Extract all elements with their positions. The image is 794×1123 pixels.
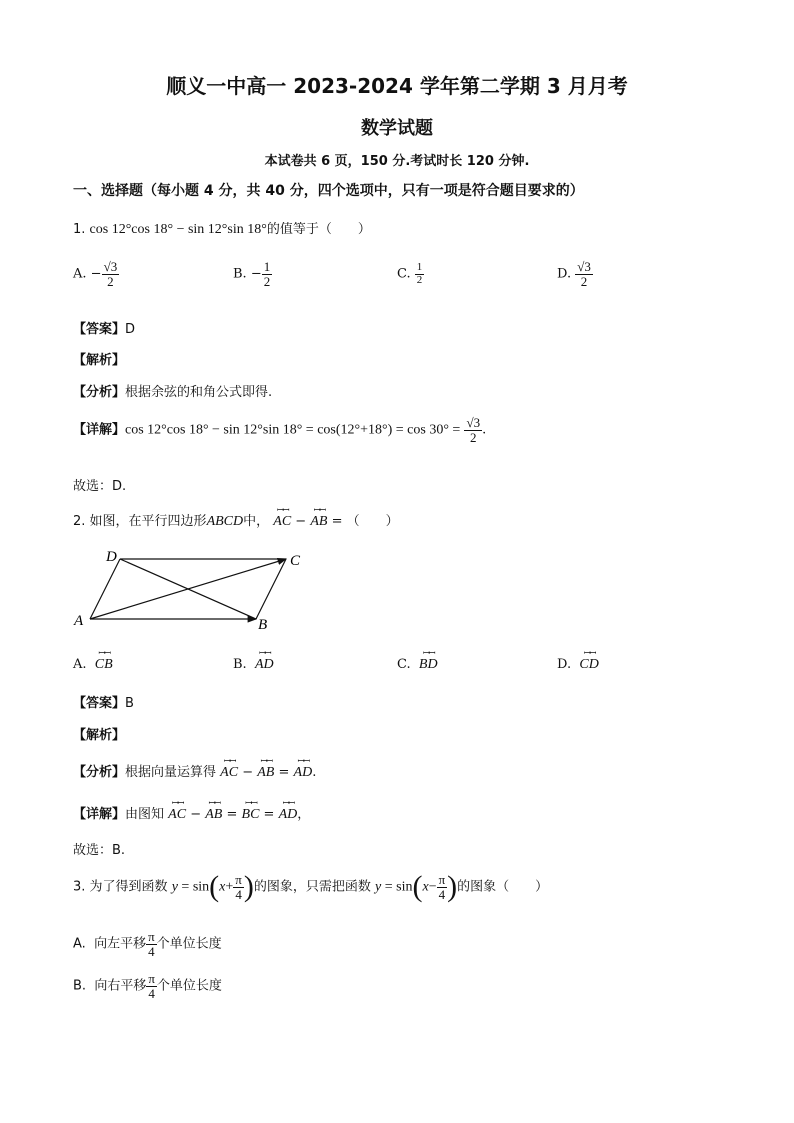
q1-analysis-label: 【解析】 (73, 353, 126, 368)
q2-fenxi: 【分析】根据向量运算得 ꟷꟷ AC − ꟷꟷ AB = ꟷꟷ AD. (73, 761, 316, 781)
q1-tail: 的值等于（ ） (266, 222, 371, 237)
q1-option-c: C. $\frac{1}{2}$ (397, 261, 423, 286)
page-subtitle: 数学试题 (361, 118, 433, 139)
question-3: 3. 为了得到函数 y = sin(x+ $\frac{\pi}{4}$ )的图象，只需把函数 y = sin(x− $\frac{\pi}{4}$ )的图象（ ） (73, 870, 549, 903)
question-2: 2. 如图，在平行四边形ABCD中， ꟷꟷ AC − ꟷꟷ AB = （ ） (73, 510, 399, 530)
q1-number: 1. (73, 222, 86, 237)
q1-option-d: D. $\frac{√3}{2}$ (557, 259, 591, 289)
q2-analysis-label: 【解析】 (73, 728, 126, 743)
vertex-a: A (74, 613, 84, 629)
edge-ad (90, 559, 120, 619)
exam-info: 本试卷共 6 页，150 分.考试时长 120 分钟. (264, 154, 530, 169)
q2-detail: 【详解】由图知 ꟷꟷ AC − ꟷꟷ AB = ꟷꟷ BC = ꟷꟷ AD， (73, 803, 310, 823)
question-1 (73, 218, 371, 238)
section-heading: 一、选择题（每小题 4 分，共 40 分，四个选项中，只有一项是符合题目要求的） (73, 183, 584, 199)
q1-option-b: B. − $\frac{1}{2}$ (233, 259, 271, 289)
q1-choose: 故选：D. (73, 479, 127, 494)
q1-answer: 【答案】D (73, 322, 136, 337)
vertex-c: C (290, 553, 301, 569)
q3-option-b: B. 向右平移 $\frac{\pi}{4}$ 个单位长度 (73, 971, 222, 1001)
parallelogram-figure (70, 545, 310, 635)
q3-option-a: A. 向左平移 $\frac{\pi}{4}$ 个单位长度 (73, 929, 222, 959)
q2-option-b: B. ꟷꟷ AD (233, 657, 274, 673)
q2-option-d: D. ꟷꟷ CD (557, 657, 599, 673)
q1-fenxi: 【分析】根据余弦的和角公式即得. (73, 385, 273, 400)
vertex-b: B (258, 617, 268, 633)
q1-expression: cos 12°cos 18° − sin 12°sin 18° (89, 222, 267, 237)
edge-bc (256, 559, 286, 619)
q2-option-a: A. ꟷꟷ CB (73, 657, 113, 673)
q1-option-a: A. − $\frac{√3}{2}$ (73, 259, 118, 289)
q2-option-c: C. ꟷꟷ BD (397, 657, 438, 673)
q2-answer: 【答案】B (73, 696, 134, 711)
q2-choose: 故选：B. (73, 843, 126, 858)
diagonal-db (120, 559, 256, 619)
vertex-d: D (106, 549, 117, 565)
q1-detail: 【详解】cos 12°cos 18° − sin 12°sin 18° = cos(12°+18°) = cos 30° = $\frac{√3}{2}$ . (73, 415, 487, 445)
page-title: 顺义一中高一 2023-2024 学年第二学期 3 月月考 (166, 74, 628, 98)
